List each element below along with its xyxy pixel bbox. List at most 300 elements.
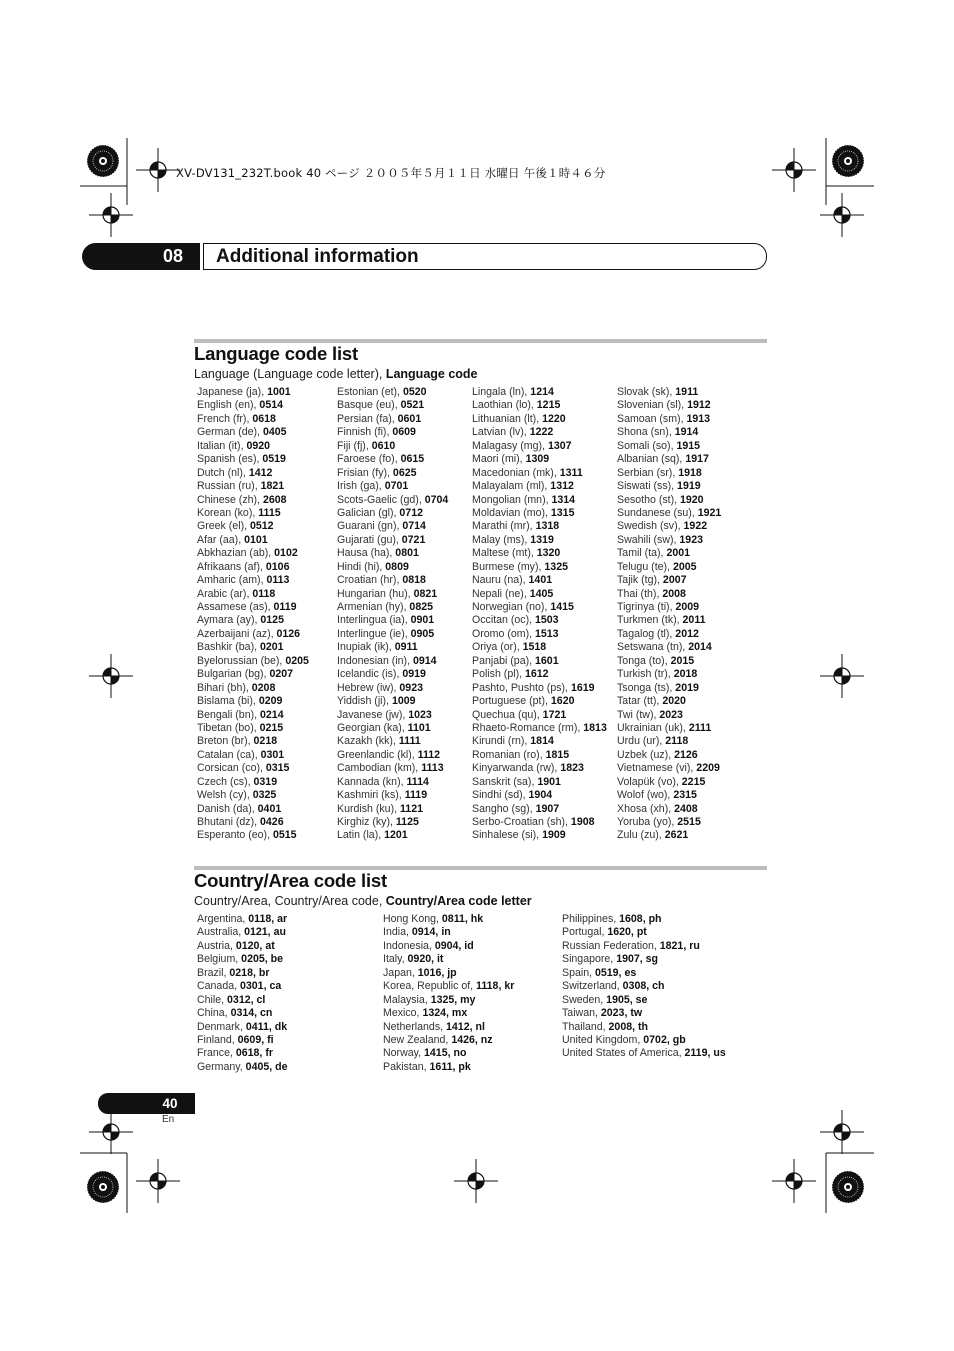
- entry-code: 0314, cn: [230, 1007, 273, 1020]
- entry-name: Nepali (ne),: [472, 587, 530, 600]
- entry-code: 0301: [260, 748, 285, 761]
- list-item: [197, 440, 309, 453]
- list-item: [617, 601, 721, 614]
- entry-name: Inupiak (ik),: [337, 641, 395, 654]
- entry-code: 0704: [424, 493, 449, 506]
- list-item: [472, 682, 607, 695]
- entry-code: 2315: [673, 789, 697, 802]
- list-item: [472, 668, 607, 681]
- list-item: [472, 709, 607, 722]
- entry-name: Setswana (tn),: [617, 641, 689, 654]
- list-item: [617, 547, 721, 560]
- list-item: [337, 413, 448, 426]
- list-item: [617, 749, 721, 762]
- entry-name: English (en),: [197, 399, 260, 412]
- entry-code: 2008: [662, 587, 686, 600]
- list-item: [472, 695, 607, 708]
- entry-name: Hungarian (hu),: [337, 587, 414, 600]
- entry-name: Byelorussian (be),: [197, 654, 286, 667]
- entry-name: Japan,: [383, 966, 418, 979]
- entry-code: 0101: [244, 533, 268, 546]
- entry-name: Serbo-Croatian (sh),: [472, 816, 571, 828]
- entry-code: 0920, it: [407, 953, 444, 966]
- entry-name: United States of America,: [562, 1047, 685, 1060]
- entry-name: Frisian (fy),: [337, 466, 393, 479]
- entry-name: Indonesian (in),: [337, 654, 413, 667]
- entry-code: 2020: [662, 695, 686, 708]
- list-item: [472, 614, 607, 627]
- list-item: [562, 913, 726, 926]
- entry-name: Icelandic (is),: [337, 668, 403, 681]
- list-item: [617, 588, 721, 601]
- entry-code: 0520: [402, 386, 427, 398]
- entry-name: Croatian (hr),: [337, 574, 403, 587]
- entry-code: 1612: [524, 668, 549, 681]
- entry-name: Cambodian (km),: [337, 762, 422, 775]
- entry-code: 2209: [696, 762, 720, 775]
- entry-name: Finnish (fi),: [337, 426, 393, 439]
- entry-code: 1325: [544, 560, 568, 573]
- list-item: [472, 588, 607, 601]
- entry-name: Romanian (ro),: [472, 748, 546, 761]
- list-item: [197, 641, 309, 654]
- list-item: [337, 574, 448, 587]
- list-item: [383, 953, 514, 966]
- entry-name: Malaysia,: [383, 993, 431, 1006]
- entry-name: China,: [197, 1007, 231, 1020]
- entry-code: 2012: [675, 627, 699, 640]
- entry-code: 1412, nl: [446, 1020, 485, 1033]
- entry-code: 0312, cl: [227, 993, 266, 1006]
- entry-code: 1608, ph: [619, 913, 662, 925]
- entry-name: Guarani (gn),: [337, 520, 403, 533]
- entry-code: 1426, nz: [451, 1033, 493, 1046]
- entry-name: Burmese (my),: [472, 560, 545, 573]
- entry-code: 0919: [402, 668, 426, 681]
- entry-code: 2111: [688, 721, 712, 734]
- entry-code: 1620: [550, 695, 575, 708]
- entry-code: 0905: [410, 627, 435, 640]
- entry-name: Malay (ms),: [472, 533, 531, 546]
- list-item: [383, 913, 514, 926]
- entry-code: 0914: [412, 654, 437, 667]
- list-item: [197, 682, 309, 695]
- entry-name: Uzbek (uz),: [617, 748, 675, 761]
- entry-code: 1314: [551, 493, 576, 506]
- entry-name: Polish (pl),: [472, 668, 525, 681]
- entry-code: 1412: [248, 466, 273, 479]
- entry-name: Panjabi (pa),: [472, 654, 536, 667]
- list-item: [617, 816, 721, 829]
- entry-name: Interlingue (ie),: [337, 627, 411, 640]
- entry-name: Switzerland,: [562, 980, 623, 993]
- list-item: [337, 426, 448, 439]
- entry-name: Dutch (nl),: [197, 466, 249, 479]
- entry-name: Somali (so),: [617, 439, 677, 452]
- list-item: [337, 762, 448, 775]
- entry-name: Korea, Republic of,: [383, 980, 477, 993]
- entry-code: 0405: [262, 426, 287, 439]
- entry-name: Japanese (ja),: [197, 386, 268, 398]
- entry-code: 1813: [583, 721, 607, 734]
- entry-name: Laothian (lo),: [472, 399, 537, 412]
- list-item: [337, 816, 448, 829]
- entry-code: 1415, no: [424, 1047, 467, 1060]
- entry-code: 0118, ar: [248, 913, 288, 925]
- list-item: [617, 399, 721, 412]
- entry-code: 1907: [535, 802, 560, 815]
- list-item: [337, 789, 448, 802]
- list-item: [197, 695, 309, 708]
- entry-name: Hebrew (iw),: [337, 681, 400, 694]
- entry-name: Hong Kong,: [383, 913, 442, 925]
- list-item: [472, 749, 607, 762]
- list-item: [337, 776, 448, 789]
- entry-code: 1821, ru: [659, 939, 700, 952]
- entry-name: Tajik (tg),: [617, 574, 663, 587]
- list-item: [337, 520, 448, 533]
- entry-name: Brazil,: [197, 966, 230, 979]
- entry-name: Amharic (am),: [197, 574, 267, 587]
- entry-name: Netherlands,: [383, 1020, 447, 1033]
- entry-code: 0125: [260, 614, 284, 627]
- list-item: [197, 749, 309, 762]
- list-item: [617, 614, 721, 627]
- list-item: [472, 762, 607, 775]
- list-item: [337, 628, 448, 641]
- list-item: [617, 453, 721, 466]
- entry-name: Singapore,: [562, 953, 617, 966]
- entry-code: 1119: [404, 789, 428, 802]
- list-item: [197, 829, 309, 842]
- entry-code: 1611, pk: [429, 1060, 471, 1073]
- entry-code: 1922: [683, 520, 708, 533]
- language-section-title: Language code list: [194, 343, 358, 364]
- entry-code: 0102: [274, 547, 298, 560]
- entry-code: 1201: [384, 829, 408, 842]
- entry-name: Twi (tw),: [617, 708, 660, 721]
- entry-code: 0521: [400, 399, 425, 412]
- list-item: [472, 735, 607, 748]
- list-item: [617, 534, 721, 547]
- entry-name: Yoruba (yo),: [617, 816, 678, 828]
- entry-name: Russian Federation,: [562, 939, 660, 952]
- list-item: [472, 480, 607, 493]
- list-item: [562, 940, 726, 953]
- list-item: [197, 980, 288, 993]
- book-file-info: XV-DV131_232T.book 40 ページ ２００５年５月１１日 水曜日 午後１時４６分: [176, 166, 606, 180]
- entry-code: 0625: [392, 466, 417, 479]
- entry-code: 1904: [528, 789, 553, 802]
- entry-name: Scots-Gaelic (gd),: [337, 493, 425, 506]
- list-item: [383, 1061, 514, 1074]
- entry-name: Basque (eu),: [337, 399, 401, 412]
- page-language: En: [162, 1114, 175, 1125]
- entry-code: 1619: [570, 681, 595, 694]
- entry-name: Maori (mi),: [472, 453, 526, 466]
- list-item: [472, 520, 607, 533]
- entry-name: Sindhi (sd),: [472, 789, 529, 802]
- entry-name: Kazakh (kk),: [337, 735, 399, 748]
- list-item: [472, 426, 607, 439]
- entry-name: India,: [383, 926, 412, 939]
- entry-name: Lithuanian (lt),: [472, 412, 543, 425]
- entry-name: Siswati (ss),: [617, 480, 678, 493]
- entry-name: Tonga (to),: [617, 654, 671, 667]
- list-item: [562, 1047, 726, 1060]
- list-item: [197, 926, 288, 939]
- list-item: [617, 413, 721, 426]
- list-item: [197, 967, 288, 980]
- list-item: [472, 829, 607, 842]
- entry-name: Afar (aa),: [197, 533, 245, 546]
- list-item: [337, 386, 448, 399]
- list-item: [197, 507, 309, 520]
- entry-name: Tamil (ta),: [617, 547, 667, 560]
- entry-code: 1907, sg: [616, 953, 659, 966]
- list-item: [337, 829, 448, 842]
- entry-code: 0721: [401, 533, 426, 546]
- entry-name: Xhosa (xh),: [617, 802, 675, 815]
- list-item: [197, 426, 309, 439]
- entry-code: 0106: [265, 560, 290, 573]
- entry-name: Swedish (sv),: [617, 520, 684, 533]
- entry-code: 0701: [384, 480, 409, 493]
- entry-name: Lingala (ln),: [472, 386, 531, 398]
- entry-name: Sinhalese (si),: [472, 829, 543, 842]
- entry-name: Maltese (mt),: [472, 547, 537, 560]
- entry-code: 1215: [536, 399, 561, 412]
- entry-code: 0126: [276, 627, 301, 640]
- list-item: [197, 940, 288, 953]
- entry-code: 1318: [535, 520, 560, 533]
- entry-code: 0519: [262, 453, 286, 466]
- country-section-title: Country/Area code list: [194, 870, 387, 891]
- entry-code: 1112: [417, 748, 441, 761]
- list-item: [337, 601, 448, 614]
- entry-code: 0904, id: [434, 939, 474, 952]
- subtitle-bold: Language code: [385, 367, 478, 381]
- entry-code: 2015: [670, 654, 695, 667]
- entry-code: 0301, ca: [240, 980, 282, 993]
- entry-code: 0811, hk: [441, 913, 484, 925]
- list-item: [617, 574, 721, 587]
- list-item: [383, 1034, 514, 1047]
- entry-code: 0702, gb: [643, 1033, 686, 1046]
- list-item: [617, 480, 721, 493]
- entry-code: 1920: [680, 493, 704, 506]
- list-item: [337, 735, 448, 748]
- entry-name: Sundanese (su),: [617, 506, 698, 519]
- entry-name: Sesotho (st),: [617, 493, 680, 506]
- chapter-title: Additional information: [216, 246, 419, 267]
- entry-name: Turkmen (tk),: [617, 614, 683, 627]
- entry-code: 0325: [252, 789, 277, 802]
- entry-code: 0809: [385, 560, 409, 573]
- entry-name: Zulu (zu),: [617, 829, 665, 842]
- entry-code: 2023, tw: [600, 1007, 643, 1020]
- list-item: [472, 399, 607, 412]
- list-item: [337, 588, 448, 601]
- entry-name: Slovenian (sl),: [617, 399, 688, 412]
- list-item: [562, 1034, 726, 1047]
- entry-name: Volapük (vo),: [617, 775, 682, 788]
- list-item: [337, 682, 448, 695]
- entry-name: Tsonga (ts),: [617, 681, 676, 694]
- list-item: [337, 722, 448, 735]
- entry-code: 2023: [659, 708, 683, 721]
- list-item: [197, 601, 309, 614]
- entry-code: 1325, my: [430, 993, 476, 1006]
- entry-code: 1222: [529, 426, 554, 439]
- list-item: [617, 722, 721, 735]
- entry-code: 0911: [394, 641, 418, 654]
- entry-name: Arabic (ar),: [197, 587, 253, 600]
- entry-name: Tagalog (tl),: [617, 627, 676, 640]
- entry-code: 2008, th: [608, 1020, 648, 1033]
- country-column-3: [562, 913, 726, 1061]
- country-column-1: [197, 913, 288, 1074]
- list-item: [617, 467, 721, 480]
- entry-code: 0901: [410, 614, 435, 627]
- list-item: [197, 588, 309, 601]
- entry-code: 0205: [285, 654, 309, 667]
- entry-name: Estonian (et),: [337, 386, 403, 398]
- entry-name: Chinese (zh),: [197, 493, 263, 506]
- entry-name: Kannada (kn),: [337, 775, 407, 788]
- list-item: [617, 426, 721, 439]
- entry-name: Sanskrit (sa),: [472, 775, 538, 788]
- entry-code: 0113: [266, 574, 290, 587]
- entry-code: 1912: [687, 399, 711, 412]
- list-item: [197, 1007, 288, 1020]
- entry-name: Shona (sn),: [617, 426, 675, 439]
- entry-code: 1415: [550, 601, 574, 613]
- list-item: [197, 547, 309, 560]
- list-item: [562, 1007, 726, 1020]
- list-item: [197, 994, 288, 1007]
- entry-code: 2001: [666, 547, 691, 560]
- entry-name: Bulgarian (bg),: [197, 668, 270, 681]
- entry-name: Interlingua (ia),: [337, 614, 411, 627]
- entry-code: 0515: [272, 829, 297, 842]
- list-item: [197, 776, 309, 789]
- entry-code: 1315: [550, 506, 575, 519]
- country-column-2: [383, 913, 514, 1074]
- list-item: [197, 816, 309, 829]
- entry-name: France,: [197, 1047, 236, 1060]
- entry-name: Galician (gl),: [337, 506, 400, 519]
- entry-code: 0215: [259, 721, 284, 734]
- entry-code: 1114: [406, 775, 429, 788]
- entry-name: Greenlandic (kl),: [337, 748, 418, 761]
- list-item: [197, 453, 309, 466]
- entry-code: 0405, de: [245, 1060, 288, 1073]
- list-item: [617, 440, 721, 453]
- list-item: [617, 520, 721, 533]
- list-item: [197, 614, 309, 627]
- entry-name: Pakistan,: [383, 1060, 430, 1073]
- entry-name: Thailand,: [562, 1020, 609, 1033]
- entry-name: Malagasy (mg),: [472, 439, 548, 452]
- entry-name: Bislama (bi),: [197, 695, 259, 708]
- entry-code: 0801: [395, 547, 419, 560]
- entry-name: Spanish (es),: [197, 453, 263, 466]
- entry-code: 0920: [246, 439, 271, 452]
- entry-code: 2621: [664, 829, 689, 842]
- entry-code: 0712: [399, 506, 423, 519]
- list-item: [197, 655, 309, 668]
- entry-name: Austria,: [197, 939, 236, 952]
- entry-code: 1918: [678, 466, 702, 479]
- entry-name: Chile,: [197, 993, 228, 1006]
- entry-code: 2019: [675, 681, 699, 694]
- list-item: [562, 1021, 726, 1034]
- list-item: [472, 655, 607, 668]
- entry-name: Sweden,: [562, 993, 607, 1006]
- list-item: [617, 735, 721, 748]
- entry-code: 2009: [675, 601, 700, 613]
- entry-code: 0315: [265, 762, 290, 775]
- list-item: [472, 494, 607, 507]
- list-item: [337, 507, 448, 520]
- entry-name: Bhutani (dz),: [197, 816, 261, 828]
- entry-name: Australia,: [197, 926, 245, 939]
- list-item: [337, 614, 448, 627]
- entry-name: Persian (fa),: [337, 412, 398, 425]
- entry-code: 0618: [252, 412, 276, 425]
- entry-name: Esperanto (eo),: [197, 829, 273, 842]
- list-item: [617, 507, 721, 520]
- entry-code: 0923: [399, 681, 423, 694]
- entry-name: Catalan (ca),: [197, 748, 261, 761]
- entry-code: 1909: [542, 829, 566, 842]
- list-item: [383, 967, 514, 980]
- language-section-subtitle: [194, 367, 478, 381]
- entry-name: Telugu (te),: [617, 560, 673, 573]
- entry-code: 0121, au: [244, 926, 286, 939]
- entry-code: 1001: [267, 386, 291, 398]
- list-item: [383, 994, 514, 1007]
- entry-name: Tigrinya (ti),: [617, 601, 676, 613]
- entry-name: Rhaeto-Romance (rm),: [472, 721, 584, 734]
- list-item: [337, 494, 448, 507]
- list-item: [383, 940, 514, 953]
- entry-code: 1320: [536, 547, 561, 560]
- list-item: [472, 440, 607, 453]
- list-item: [617, 641, 721, 654]
- list-item: [617, 709, 721, 722]
- entry-name: Tibetan (bo),: [197, 721, 260, 734]
- list-item: [472, 507, 607, 520]
- entry-code: 1220: [542, 412, 566, 425]
- entry-name: United Kingdom,: [562, 1033, 644, 1046]
- entry-name: Indonesia,: [383, 939, 435, 952]
- entry-code: 0514: [259, 399, 283, 412]
- list-item: [617, 803, 721, 816]
- entry-code: 2126: [674, 748, 698, 761]
- entry-name: Corsican (co),: [197, 762, 266, 775]
- entry-code: 0821: [413, 587, 438, 600]
- entry-code: 0209: [258, 695, 283, 708]
- list-item: [562, 980, 726, 993]
- subtitle-bold: Country/Area code letter: [385, 894, 532, 908]
- entry-code: 1911: [675, 386, 699, 398]
- list-item: [472, 776, 607, 789]
- entry-code: 0208: [251, 681, 276, 694]
- entry-name: Oriya (or),: [472, 641, 523, 654]
- entry-code: 1503: [535, 614, 559, 627]
